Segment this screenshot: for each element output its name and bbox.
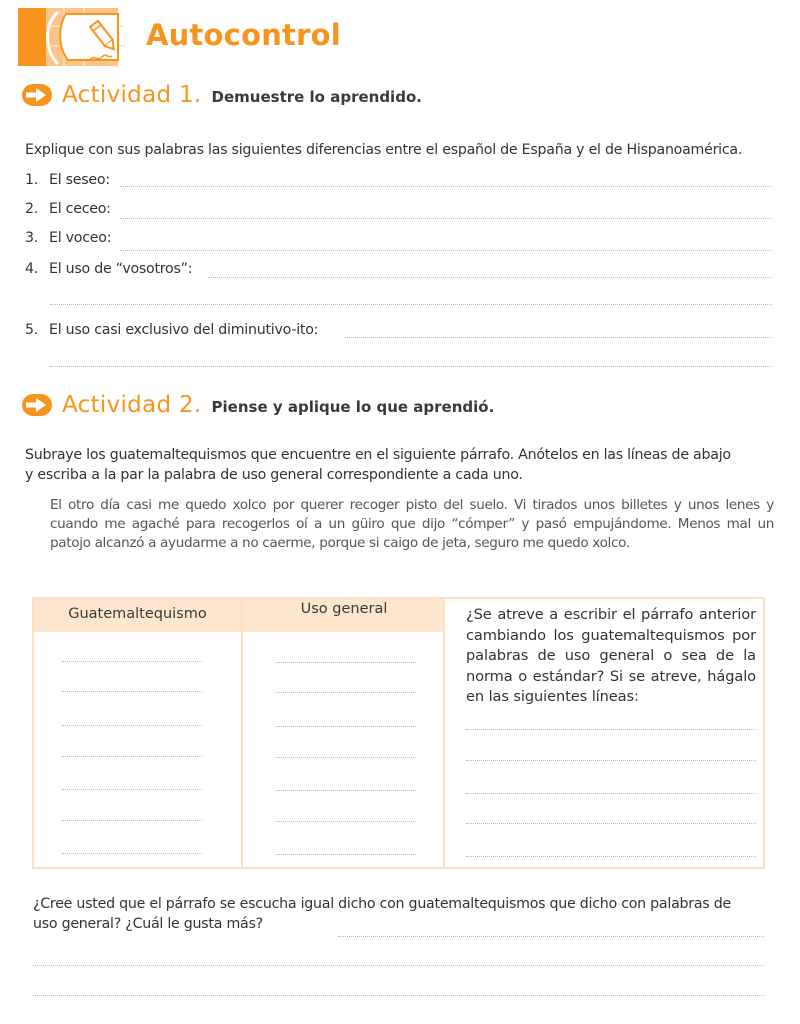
arrow-right-circle-icon xyxy=(22,394,52,416)
question-label: El ceceo: xyxy=(49,201,111,217)
question-label: El uso de “vosotros”: xyxy=(49,261,193,277)
column-header-uso-general: Uso general xyxy=(243,599,445,632)
uso-general-line[interactable] xyxy=(275,854,416,855)
final-question-line-1: ¿Cree usted que el párrafo se escucha igual dicho con guatemaltequismos que dicho con palabras de xyxy=(33,896,731,912)
question-number: 5. xyxy=(25,322,39,338)
question-number: 3. xyxy=(25,230,39,246)
activity-2-instruction-line-2: y escriba a la par la palabra de uso general correspondiente a cada uno. xyxy=(25,467,523,483)
guatemaltequismo-line[interactable] xyxy=(62,691,202,692)
question-label: El seseo: xyxy=(49,172,110,188)
question-label: El uso casi exclusivo del diminutivo-ito: xyxy=(49,322,319,338)
question-number: 4. xyxy=(25,261,39,277)
rewrite-line[interactable] xyxy=(466,823,756,824)
rewrite-line[interactable] xyxy=(466,793,756,794)
answer-line-5b[interactable] xyxy=(50,366,772,367)
question-label: El voceo: xyxy=(49,230,112,246)
final-answer-line-2[interactable] xyxy=(33,965,764,966)
rewrite-line[interactable] xyxy=(466,760,756,761)
uso-general-line[interactable] xyxy=(275,662,416,663)
rewrite-prompt: ¿Se atreve a escribir el párrafo anterior cambiando los guatemaltequismos por palabras de uso general o sea de la norma o estándar? Si se atreve, hágalo en las siguientes líneas: xyxy=(466,606,756,705)
uso-general-line[interactable] xyxy=(275,692,416,693)
answer-line-1[interactable] xyxy=(120,186,772,187)
answer-line-4b[interactable] xyxy=(50,304,772,305)
activity-1-label: Actividad 1. xyxy=(62,82,202,108)
uso-general-line[interactable] xyxy=(275,726,416,727)
answer-line-4a[interactable] xyxy=(208,277,772,278)
column-divider xyxy=(443,599,445,867)
uso-general-line[interactable] xyxy=(275,790,416,791)
final-question-line-2: uso general? ¿Cuál le gusta más? xyxy=(33,916,263,932)
rewrite-line[interactable] xyxy=(466,856,756,857)
activity-1-heading xyxy=(22,80,422,110)
column-divider xyxy=(241,599,243,867)
question-5 xyxy=(25,322,318,338)
rewrite-line[interactable] xyxy=(466,729,756,730)
activity-1-instruction: Explique con sus palabras las siguientes diferencias entre el español de España y el de Hispanoamérica. xyxy=(25,142,743,158)
vocabulary-table xyxy=(32,597,765,869)
question-4 xyxy=(25,261,192,277)
guatemaltequismo-line[interactable] xyxy=(62,820,202,821)
uso-general-line[interactable] xyxy=(275,821,416,822)
question-1 xyxy=(25,172,110,188)
story-paragraph: El otro día casi me quedo xolco por querer recoger pisto del suelo. Vi tirados unos billetes y unos lenes y cuando me agaché para recogerlos oí a un güiro que dijo “cómper” y pasó empujándome. Menos mal un patojo alcanzó a ayudarme a no caerme, porque si caigo de jeta, seguro me quedo xolco. xyxy=(50,497,774,552)
activity-2-heading xyxy=(22,390,494,420)
guatemaltequismo-line[interactable] xyxy=(62,725,202,726)
question-number: 1. xyxy=(25,172,39,188)
page-title: Autocontrol xyxy=(146,18,341,52)
final-answer-line-1[interactable] xyxy=(338,936,764,937)
guatemaltequismo-line[interactable] xyxy=(62,661,202,662)
guatemaltequismo-line[interactable] xyxy=(62,756,202,757)
activity-2-label: Actividad 2. xyxy=(62,392,202,418)
uso-general-line[interactable] xyxy=(275,757,416,758)
column-header-guatemaltequismo: Guatemaltequismo xyxy=(34,599,241,632)
arrow-right-circle-icon xyxy=(22,84,52,106)
question-number: 2. xyxy=(25,201,39,217)
question-3 xyxy=(25,230,111,246)
answer-line-5a[interactable] xyxy=(345,337,772,338)
guatemaltequismo-line[interactable] xyxy=(62,853,202,854)
answer-line-2[interactable] xyxy=(120,218,772,219)
activity-1-subtitle: Demuestre lo aprendido. xyxy=(211,88,422,106)
activity-2-instruction-line-1: Subraye los guatemaltequismos que encuentre en el siguiente párrafo. Anótelos en las líneas de abajo xyxy=(25,447,731,463)
guatemaltequismo-line[interactable] xyxy=(62,789,202,790)
answer-line-3[interactable] xyxy=(120,250,772,251)
final-answer-line-3[interactable] xyxy=(33,995,764,996)
globe-pencil-icon xyxy=(18,8,124,66)
activity-2-subtitle: Piense y aplique lo que aprendió. xyxy=(211,398,495,416)
question-2 xyxy=(25,201,111,217)
